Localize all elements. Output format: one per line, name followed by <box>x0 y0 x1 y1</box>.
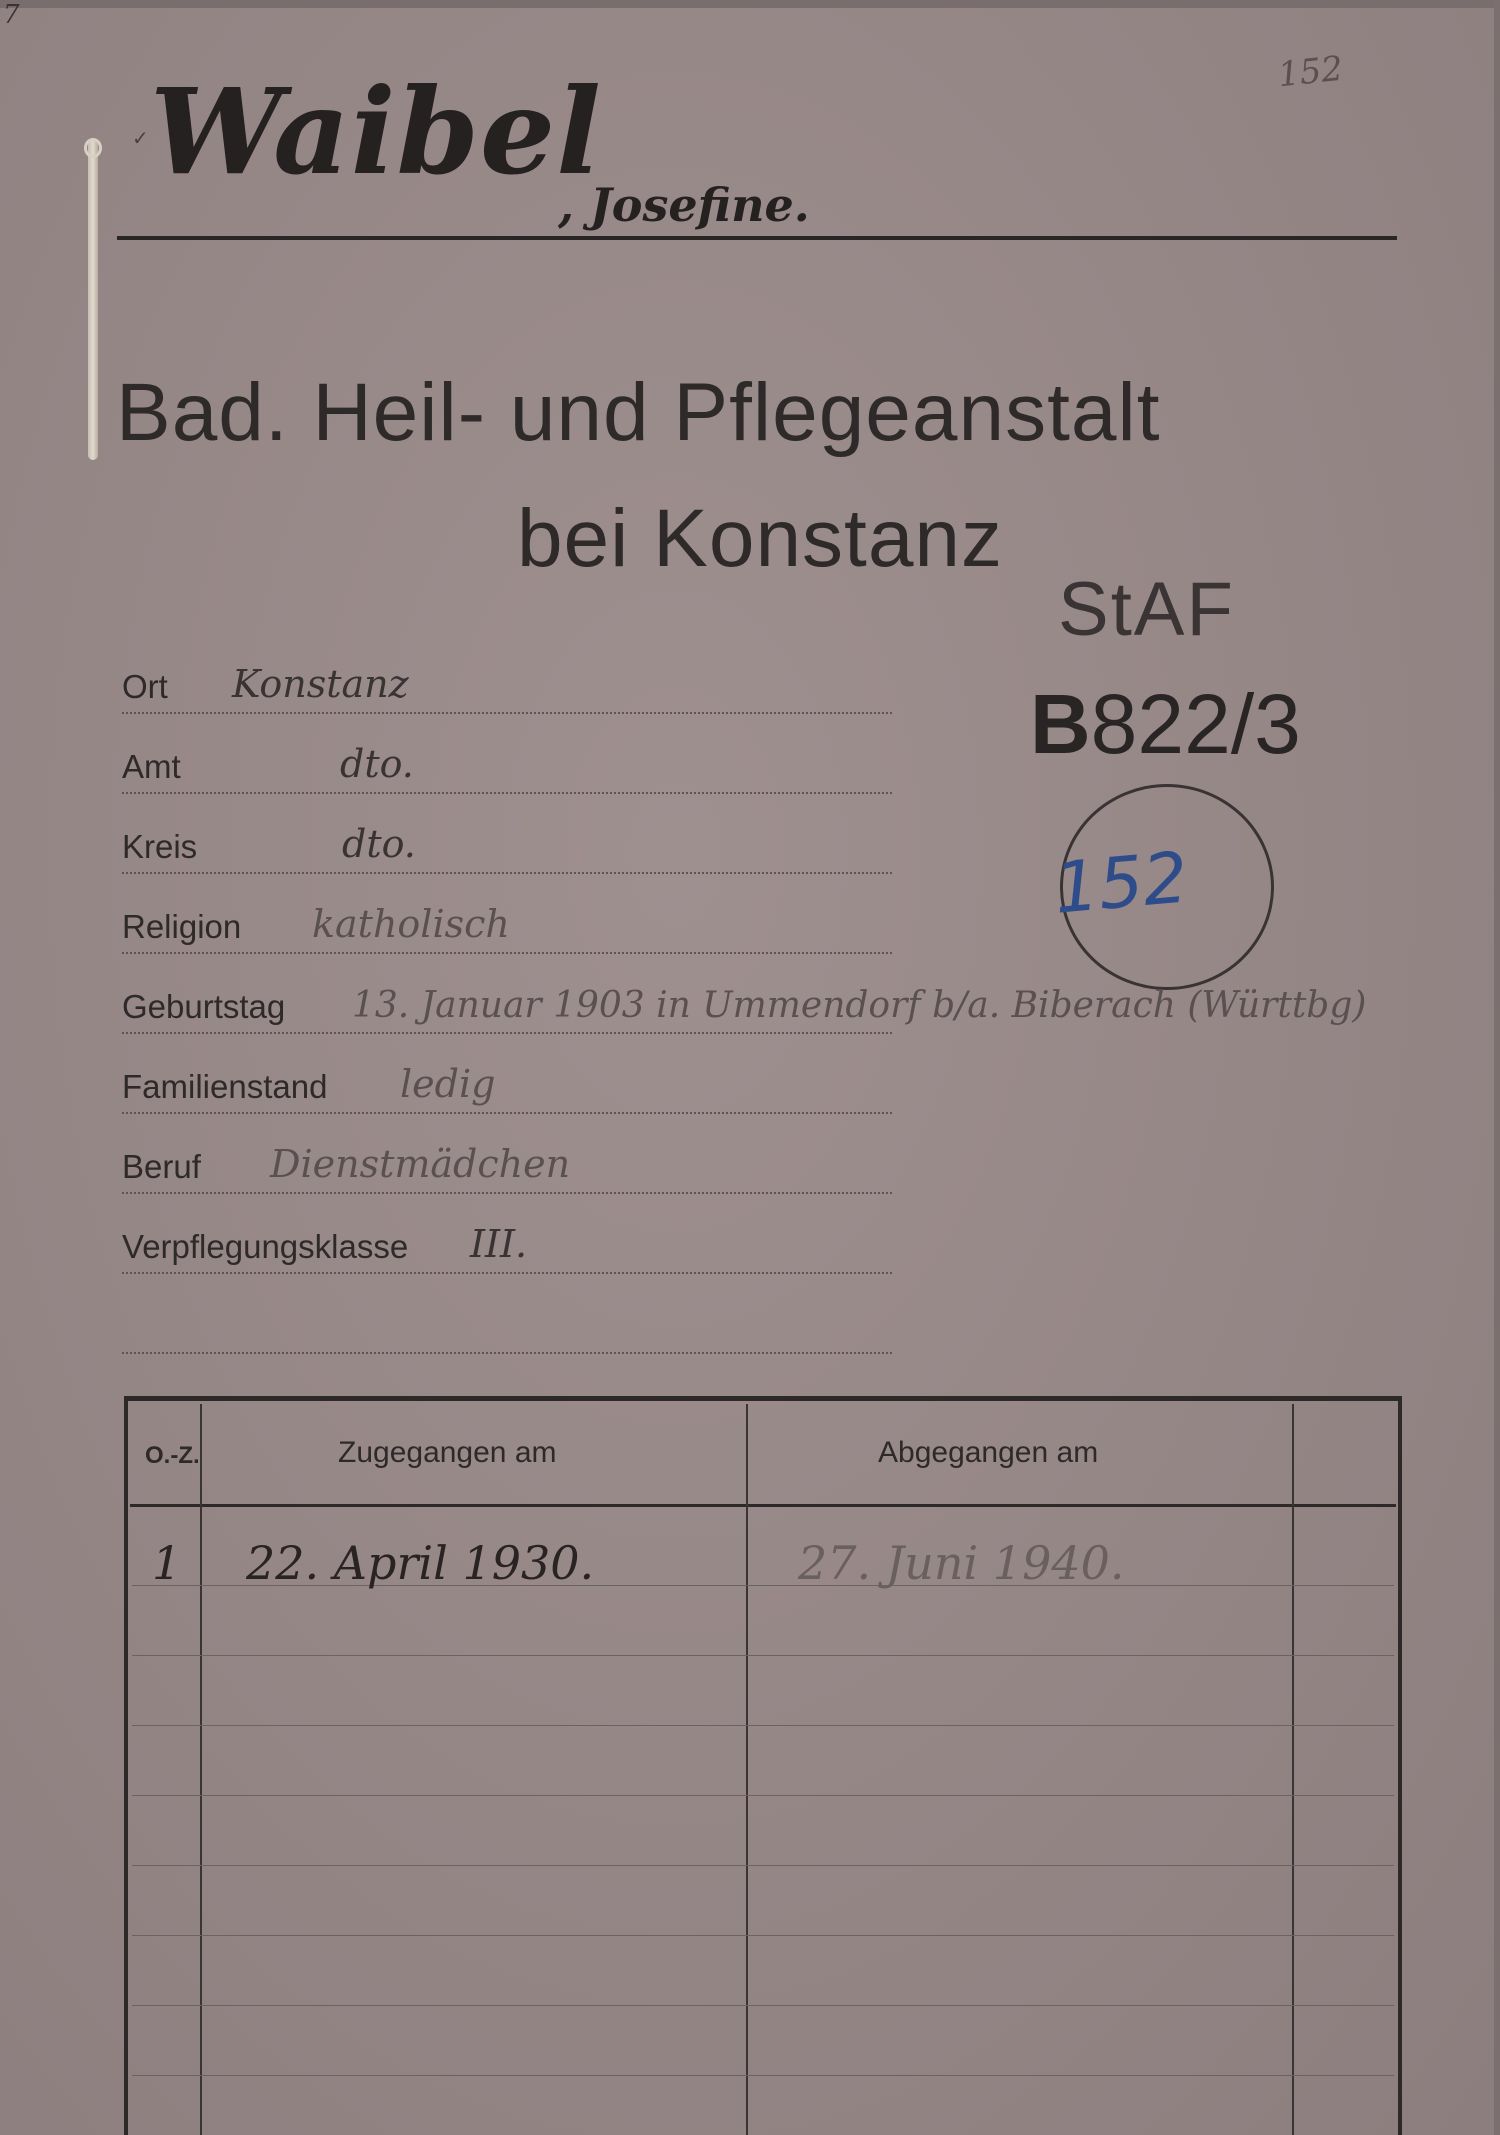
corner-mark: 7 <box>3 0 20 30</box>
table-header-abgegangen: Abgegangen am <box>878 1436 1099 1469</box>
field-religion <box>122 900 892 954</box>
institution-line-1: Bad. Heil- und Pflegeanstalt <box>116 367 1161 458</box>
binding-string <box>88 138 98 460</box>
field-label: Beruf <box>122 1148 201 1185</box>
field-beruf <box>122 1140 892 1194</box>
table-header-zugegangen: Zugegangen am <box>338 1436 557 1469</box>
table-cell-zugegangen: 22. April 1930. <box>246 1536 595 1590</box>
institution-line-2: bei Konstanz <box>516 493 1004 584</box>
cover-right-edge <box>1494 0 1500 2135</box>
field-label: Religion <box>122 908 242 945</box>
table-column-divider <box>746 1404 748 2135</box>
table-row-line <box>132 1795 1394 1796</box>
field-label: Verpflegungsklasse <box>122 1228 409 1265</box>
field-value: ledig <box>400 1062 496 1106</box>
field-value: dto. <box>342 822 416 866</box>
archive-stamp: StAF <box>1058 567 1235 652</box>
patient-given-name: , Josefine. <box>558 178 810 232</box>
table-header-oz: O.-Z. <box>145 1442 200 1469</box>
field-verpflegungsklasse <box>122 1220 892 1274</box>
field-familienstand <box>122 1060 892 1114</box>
table-cell-abgegangen: 27. Juni 1940. <box>798 1536 1125 1590</box>
table-row-line <box>132 1725 1394 1726</box>
field-label: Kreis <box>122 828 198 865</box>
cover-top-edge <box>0 0 1500 8</box>
field-kreis <box>122 820 892 874</box>
table-row-line <box>132 1865 1394 1866</box>
table-row-line <box>132 2075 1394 2076</box>
field-label: Familienstand <box>122 1068 328 1105</box>
archive-signature-prefix: B <box>1030 677 1091 771</box>
field-value: Konstanz <box>232 662 409 706</box>
field-label: Amt <box>122 748 181 785</box>
table-cell-oz: 1 <box>152 1536 182 1590</box>
field-geburtstag <box>122 980 1367 1034</box>
field-label: Ort <box>122 668 168 705</box>
check-mark-icon: ✓ <box>132 128 149 150</box>
field-amt <box>122 740 892 794</box>
binding-string-loop <box>84 138 102 158</box>
table-column-divider <box>200 1404 202 2135</box>
table-row-line <box>132 1935 1394 1936</box>
table-row-line <box>132 1655 1394 1656</box>
circle-stamp-number: 152 <box>1050 836 1191 930</box>
patient-surname: Waibel <box>150 62 602 201</box>
field-value: 13. Januar 1903 in Ummendorf b/a. Biberach (Württbg) <box>352 985 1367 1026</box>
archive-signature <box>1030 676 1301 773</box>
table-column-divider <box>1292 1404 1294 2135</box>
field-value: III. <box>470 1222 528 1266</box>
table-row-line <box>132 2005 1394 2006</box>
field-blank <box>122 1300 892 1354</box>
name-rule <box>117 236 1397 240</box>
table-header-rule <box>130 1504 1396 1507</box>
folio-number: 152 <box>1276 48 1345 96</box>
field-value: dto. <box>340 742 414 786</box>
archive-signature-number: 822/3 <box>1090 677 1301 771</box>
field-value: Dienstmädchen <box>270 1142 571 1186</box>
field-ort <box>122 660 892 714</box>
field-label: Geburtstag <box>122 988 286 1025</box>
field-value: katholisch <box>312 902 510 946</box>
